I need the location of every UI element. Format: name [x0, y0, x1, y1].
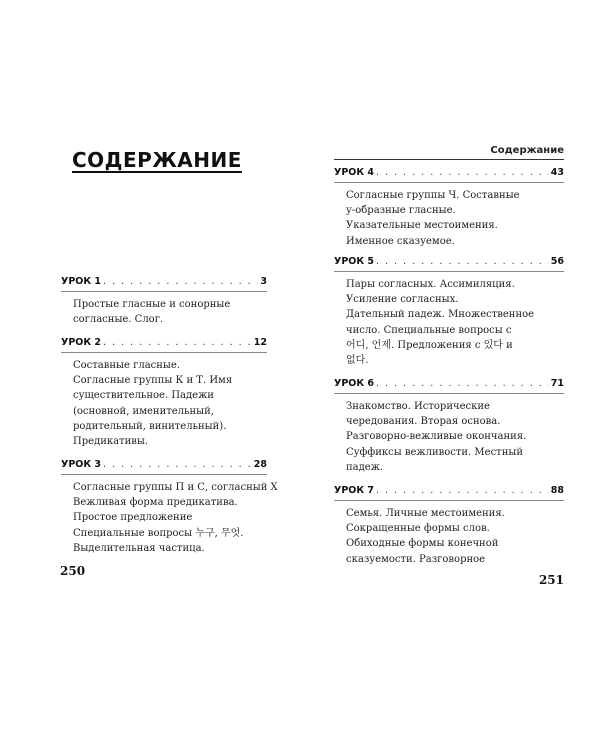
page-title: СОДЕРЖАНИЕ — [72, 148, 242, 172]
lesson-label: УРОК 7 — [334, 485, 375, 496]
lesson-topics — [334, 399, 564, 475]
lesson-page-number: 28 — [253, 459, 267, 470]
dot-leader — [376, 166, 549, 180]
toc-entry — [334, 377, 564, 475]
lesson-label: УРОК 4 — [334, 167, 375, 178]
right-page — [300, 0, 600, 750]
lesson-topics — [61, 297, 267, 327]
topic-line: Семья. Личные местоимения. — [346, 508, 505, 519]
lesson-label: УРОК 2 — [61, 337, 102, 348]
topic-line: (основной, именительный, — [73, 405, 214, 417]
page-number: 250 — [60, 564, 86, 578]
dot-leader — [376, 484, 549, 498]
lesson-topics — [61, 480, 278, 556]
topic-line: Простые гласные и сонорные — [73, 299, 231, 310]
topic-line: число. Специальные вопросы с — [346, 324, 512, 336]
toc-entry — [334, 255, 564, 368]
lesson-page-number: 43 — [550, 167, 564, 178]
dot-leader — [103, 336, 252, 350]
topic-line: чередования. Вторая основа. — [346, 416, 501, 428]
topic-line: Разговорно-вежливые окончания. — [346, 431, 527, 443]
entry-rule — [61, 352, 267, 353]
lesson-topics — [61, 358, 267, 449]
entry-rule — [334, 271, 564, 272]
topic-line: падеж. — [346, 461, 384, 473]
lesson-page-number: 71 — [550, 378, 564, 389]
topic-line: существительное. Падежи — [73, 390, 214, 402]
entry-rule — [334, 500, 564, 501]
lesson-heading — [334, 255, 564, 269]
topic-line: Согласные группы Ч. Составные — [346, 190, 520, 201]
topic-line: у-образные гласные. — [346, 205, 456, 217]
entry-rule — [334, 393, 564, 394]
lesson-topics — [334, 277, 564, 368]
toc-entry — [334, 166, 564, 249]
entry-rule — [61, 474, 267, 475]
topic-line: Согласные группы П и С, согласный Х — [73, 482, 278, 493]
topic-line: Суффиксы вежливости. Местный — [346, 446, 523, 458]
topic-line: согласные. Слог. — [73, 314, 164, 326]
running-head: Содержание — [490, 145, 564, 156]
topic-line: Дательный падеж. Множественное — [346, 309, 535, 321]
lesson-label: УРОК 1 — [61, 276, 102, 287]
lesson-label: УРОК 3 — [61, 459, 102, 470]
lesson-label: УРОК 5 — [334, 256, 375, 267]
lesson-heading — [61, 275, 267, 289]
topic-line: Составные гласные. — [73, 360, 180, 371]
lesson-label: УРОК 6 — [334, 378, 375, 389]
dot-leader — [103, 458, 252, 472]
dot-leader — [376, 377, 549, 391]
lesson-heading — [61, 336, 267, 350]
topic-line: сказуемости. Разговорное — [346, 553, 486, 565]
topic-line: 없다. — [346, 355, 369, 367]
lesson-page-number: 12 — [253, 337, 267, 348]
toc-entry — [334, 484, 564, 567]
entry-rule — [61, 291, 267, 292]
lesson-page-number: 88 — [550, 485, 564, 496]
lesson-page-number: 56 — [550, 256, 564, 267]
lesson-heading — [334, 166, 564, 180]
topic-line: Согласные группы К и Т. Имя — [73, 375, 233, 387]
dot-leader — [103, 275, 258, 289]
topic-line: Специальные вопросы 누구, 무엇. — [73, 527, 244, 539]
topic-line: Пары согласных. Ассимиляция. — [346, 279, 515, 290]
topic-line: родительный, винительный). — [73, 420, 227, 432]
running-head-rule — [334, 159, 564, 160]
topic-line: Предикативы. — [73, 436, 149, 448]
topic-line: Сокращенные формы слов. — [346, 523, 490, 535]
topic-line: 어디, 언제. Предложения с 있다 и — [346, 339, 513, 351]
topic-line: Вежливая форма предикатива. — [73, 497, 238, 509]
topic-line: Именное сказуемое. — [346, 235, 455, 247]
lesson-topics — [334, 506, 564, 567]
entry-rule — [334, 182, 564, 183]
toc-entry — [61, 458, 278, 556]
topic-line: Усиление согласных. — [346, 294, 459, 306]
topic-line: Выделительная частица. — [73, 542, 205, 554]
lesson-heading — [61, 458, 267, 472]
lesson-heading — [334, 377, 564, 391]
page-number: 251 — [538, 573, 564, 587]
topic-line: Обиходные формы конечной — [346, 538, 499, 550]
lesson-heading — [334, 484, 564, 498]
lesson-topics — [334, 188, 564, 249]
topic-line: Указательные местоимения. — [346, 220, 498, 232]
topic-line: Знакомство. Исторические — [346, 401, 490, 412]
lesson-page-number: 3 — [260, 276, 267, 287]
toc-entry — [61, 275, 267, 327]
dot-leader — [376, 255, 549, 269]
topic-line: Простое предложение — [73, 512, 193, 524]
toc-entry — [61, 336, 267, 449]
